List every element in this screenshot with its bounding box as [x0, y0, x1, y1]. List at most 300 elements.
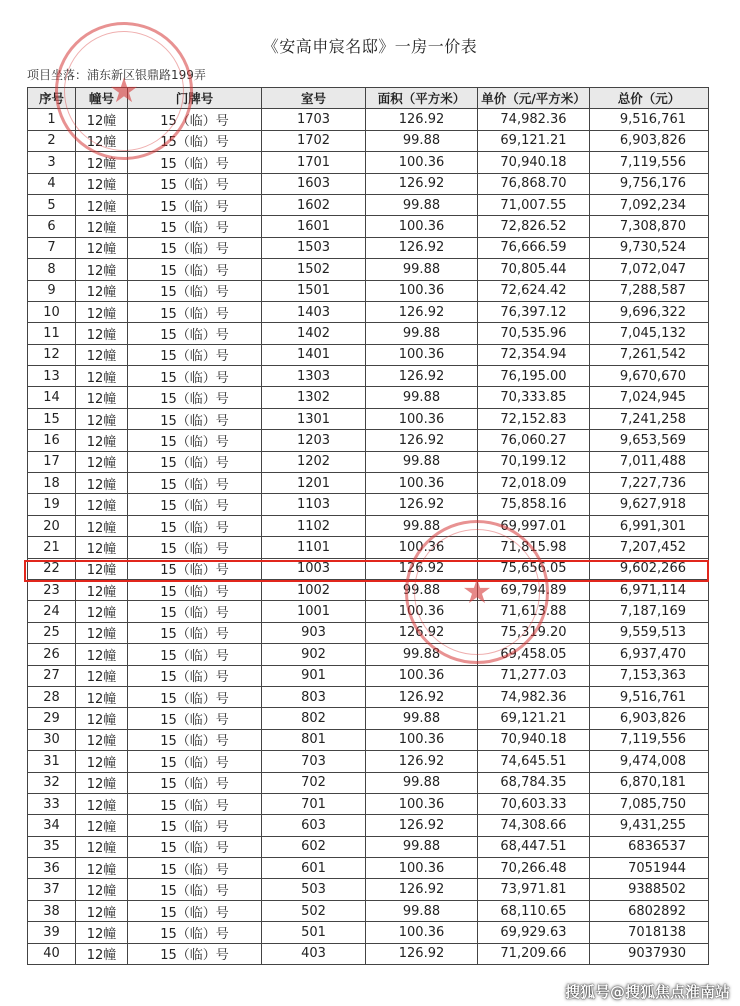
table-row: [28, 259, 709, 280]
cell-no: 27: [28, 665, 76, 686]
cell-unit-price: 72,018.09: [478, 473, 590, 494]
table-row: [28, 579, 709, 600]
star-icon: ★: [108, 71, 140, 111]
cell-building: 12幢: [76, 729, 128, 750]
cell-no: 3: [28, 152, 76, 173]
table-row: [28, 793, 709, 814]
cell-building: 12幢: [76, 430, 128, 451]
cell-unit-price: 75,656.05: [478, 558, 590, 579]
cell-door: 15（临）号: [128, 366, 262, 387]
table-row: [28, 900, 709, 921]
price-table: [27, 87, 709, 965]
cell-no: 32: [28, 772, 76, 793]
table-row: [28, 473, 709, 494]
table-row: [28, 558, 709, 579]
cell-area: 126.92: [366, 943, 478, 964]
cell-unit-price: 70,940.18: [478, 152, 590, 173]
cell-door: 15（临）号: [128, 858, 262, 879]
cell-building: 12幢: [76, 237, 128, 258]
cell-no: 31: [28, 751, 76, 772]
cell-unit-price: 74,982.36: [478, 109, 590, 130]
cell-building: 12幢: [76, 622, 128, 643]
cell-door: 15（临）号: [128, 323, 262, 344]
cell-area: 100.36: [366, 344, 478, 365]
cell-building: 12幢: [76, 558, 128, 579]
table-row: [28, 366, 709, 387]
cell-unit-price: 76,397.12: [478, 301, 590, 322]
cell-area: 126.92: [366, 558, 478, 579]
cell-no: 11: [28, 323, 76, 344]
cell-unit-price: 71,815.98: [478, 537, 590, 558]
cell-no: 17: [28, 451, 76, 472]
cell-area: 100.36: [366, 537, 478, 558]
table-row: [28, 601, 709, 622]
cell-building: 12幢: [76, 109, 128, 130]
cell-area: 99.88: [366, 836, 478, 857]
cell-room: 1401: [262, 344, 366, 365]
cell-unit-price: 69,929.63: [478, 922, 590, 943]
cell-door: 15（临）号: [128, 751, 262, 772]
cell-building: 12幢: [76, 515, 128, 536]
cell-area: 100.36: [366, 858, 478, 879]
table-row: [28, 430, 709, 451]
cell-room: 1201: [262, 473, 366, 494]
cell-building: 12幢: [76, 772, 128, 793]
cell-unit-price: 71,277.03: [478, 665, 590, 686]
cell-unit-price: 70,199.12: [478, 451, 590, 472]
table-row: [28, 280, 709, 301]
cell-door: 15（临）号: [128, 686, 262, 707]
table-row: [28, 451, 709, 472]
cell-door: 15（临）号: [128, 772, 262, 793]
cell-no: 29: [28, 708, 76, 729]
cell-room: 602: [262, 836, 366, 857]
cell-area: 100.36: [366, 280, 478, 301]
table-row: [28, 152, 709, 173]
cell-total: 9,474,008: [590, 751, 709, 772]
cell-area: 99.88: [366, 900, 478, 921]
cell-total: 7,024,945: [590, 387, 709, 408]
cell-total: 7,092,234: [590, 194, 709, 215]
cell-door: 15（临）号: [128, 537, 262, 558]
cell-unit-price: 70,333.85: [478, 387, 590, 408]
col-header-room: 室号: [262, 88, 366, 109]
cell-unit-price: 74,645.51: [478, 751, 590, 772]
table-row: [28, 323, 709, 344]
cell-unit-price: 70,940.18: [478, 729, 590, 750]
cell-unit-price: 75,319.20: [478, 622, 590, 643]
cell-unit-price: 76,666.59: [478, 237, 590, 258]
cell-room: 1103: [262, 494, 366, 515]
cell-building: 12幢: [76, 408, 128, 429]
cell-door: 15（临）号: [128, 836, 262, 857]
table-row: [28, 344, 709, 365]
cell-area: 126.92: [366, 430, 478, 451]
cell-room: 1102: [262, 515, 366, 536]
cell-room: 1101: [262, 537, 366, 558]
table-row: [28, 751, 709, 772]
cell-door: 15（临）号: [128, 301, 262, 322]
cell-unit-price: 69,458.05: [478, 644, 590, 665]
col-header-area: 面积（平方米）: [366, 88, 478, 109]
cell-area: 99.88: [366, 772, 478, 793]
cell-door: 15（临）号: [128, 408, 262, 429]
cell-total: 7,187,169: [590, 601, 709, 622]
cell-building: 12幢: [76, 259, 128, 280]
cell-unit-price: 70,805.44: [478, 259, 590, 280]
cell-room: 703: [262, 751, 366, 772]
cell-room: 1602: [262, 194, 366, 215]
cell-unit-price: 76,868.70: [478, 173, 590, 194]
cell-door: 15（临）号: [128, 152, 262, 173]
cell-building: 12幢: [76, 216, 128, 237]
cell-total: 9,653,569: [590, 430, 709, 451]
cell-unit-price: 74,308.66: [478, 815, 590, 836]
cell-total: 7051944: [590, 858, 709, 879]
cell-unit-price: 71,007.55: [478, 194, 590, 215]
col-header-door: 门牌号: [128, 88, 262, 109]
cell-door: 15（临）号: [128, 558, 262, 579]
cell-total: 9,602,266: [590, 558, 709, 579]
cell-building: 12幢: [76, 793, 128, 814]
cell-door: 15（临）号: [128, 644, 262, 665]
cell-room: 1003: [262, 558, 366, 579]
cell-total: 7018138: [590, 922, 709, 943]
cell-unit-price: 70,603.33: [478, 793, 590, 814]
cell-total: 7,288,587: [590, 280, 709, 301]
table-row: [28, 237, 709, 258]
cell-building: 12幢: [76, 751, 128, 772]
cell-unit-price: 72,354.94: [478, 344, 590, 365]
cell-area: 126.92: [366, 879, 478, 900]
cell-no: 10: [28, 301, 76, 322]
cell-total: 6,971,114: [590, 579, 709, 600]
cell-room: 503: [262, 879, 366, 900]
project-address: 项目坐落：浦东新区银鼎路199弄: [27, 68, 206, 82]
cell-unit-price: 69,794.89: [478, 579, 590, 600]
cell-door: 15（临）号: [128, 259, 262, 280]
cell-unit-price: 68,110.65: [478, 900, 590, 921]
cell-door: 15（临）号: [128, 900, 262, 921]
cell-door: 15（临）号: [128, 793, 262, 814]
cell-total: 7,261,542: [590, 344, 709, 365]
cell-no: 35: [28, 836, 76, 857]
page-title: 《安高申宸名邸》一房一价表: [262, 37, 478, 56]
cell-door: 15（临）号: [128, 130, 262, 151]
cell-total: 6,937,470: [590, 644, 709, 665]
cell-area: 100.36: [366, 729, 478, 750]
cell-door: 15（临）号: [128, 815, 262, 836]
table-header-row: [28, 88, 709, 109]
cell-building: 12幢: [76, 601, 128, 622]
cell-room: 1002: [262, 579, 366, 600]
cell-total: 6,870,181: [590, 772, 709, 793]
cell-total: 7,072,047: [590, 259, 709, 280]
cell-no: 13: [28, 366, 76, 387]
cell-room: 1301: [262, 408, 366, 429]
cell-room: 1302: [262, 387, 366, 408]
cell-total: 9037930: [590, 943, 709, 964]
cell-building: 12幢: [76, 494, 128, 515]
cell-room: 502: [262, 900, 366, 921]
cell-no: 9: [28, 280, 76, 301]
cell-building: 12幢: [76, 280, 128, 301]
table-row: [28, 130, 709, 151]
cell-no: 20: [28, 515, 76, 536]
cell-area: 99.88: [366, 515, 478, 536]
cell-door: 15（临）号: [128, 943, 262, 964]
cell-door: 15（临）号: [128, 194, 262, 215]
cell-unit-price: 72,152.83: [478, 408, 590, 429]
table-row: [28, 173, 709, 194]
table-row: [28, 665, 709, 686]
cell-no: 16: [28, 430, 76, 451]
cell-door: 15（临）号: [128, 237, 262, 258]
cell-no: 12: [28, 344, 76, 365]
cell-total: 6,903,826: [590, 708, 709, 729]
cell-no: 22: [28, 558, 76, 579]
cell-no: 34: [28, 815, 76, 836]
cell-building: 12幢: [76, 344, 128, 365]
table-row: [28, 216, 709, 237]
cell-unit-price: 70,535.96: [478, 323, 590, 344]
star-icon: ★: [461, 572, 493, 612]
cell-area: 126.92: [366, 109, 478, 130]
cell-room: 901: [262, 665, 366, 686]
cell-area: 99.88: [366, 130, 478, 151]
cell-area: 126.92: [366, 237, 478, 258]
cell-door: 15（临）号: [128, 109, 262, 130]
cell-total: 7,085,750: [590, 793, 709, 814]
cell-total: 7,308,870: [590, 216, 709, 237]
cell-area: 100.36: [366, 793, 478, 814]
cell-door: 15（临）号: [128, 344, 262, 365]
cell-door: 15（临）号: [128, 473, 262, 494]
cell-area: 99.88: [366, 259, 478, 280]
cell-area: 99.88: [366, 644, 478, 665]
cell-room: 1501: [262, 280, 366, 301]
cell-door: 15（临）号: [128, 430, 262, 451]
cell-building: 12幢: [76, 537, 128, 558]
cell-room: 1202: [262, 451, 366, 472]
cell-area: 126.92: [366, 301, 478, 322]
table-row: [28, 879, 709, 900]
cell-building: 12幢: [76, 686, 128, 707]
cell-total: 9,431,255: [590, 815, 709, 836]
cell-area: 99.88: [366, 708, 478, 729]
cell-no: 15: [28, 408, 76, 429]
cell-building: 12幢: [76, 815, 128, 836]
cell-no: 14: [28, 387, 76, 408]
table-row: [28, 858, 709, 879]
cell-no: 8: [28, 259, 76, 280]
cell-area: 100.36: [366, 922, 478, 943]
cell-building: 12幢: [76, 451, 128, 472]
cell-building: 12幢: [76, 943, 128, 964]
cell-area: 126.92: [366, 173, 478, 194]
cell-building: 12幢: [76, 387, 128, 408]
cell-area: 100.36: [366, 216, 478, 237]
table-row: [28, 109, 709, 130]
cell-room: 903: [262, 622, 366, 643]
cell-unit-price: 71,209.66: [478, 943, 590, 964]
cell-area: 100.36: [366, 152, 478, 173]
cell-unit-price: 72,624.42: [478, 280, 590, 301]
cell-building: 12幢: [76, 879, 128, 900]
cell-unit-price: 76,060.27: [478, 430, 590, 451]
cell-room: 601: [262, 858, 366, 879]
cell-room: 1203: [262, 430, 366, 451]
cell-area: 99.88: [366, 194, 478, 215]
cell-no: 25: [28, 622, 76, 643]
cell-total: 9,696,322: [590, 301, 709, 322]
cell-total: 9,756,176: [590, 173, 709, 194]
col-header-building: 幢号: [76, 88, 128, 109]
cell-room: 702: [262, 772, 366, 793]
cell-total: 7,241,258: [590, 408, 709, 429]
cell-door: 15（临）号: [128, 622, 262, 643]
cell-door: 15（临）号: [128, 601, 262, 622]
cell-total: 7,119,556: [590, 729, 709, 750]
cell-no: 6: [28, 216, 76, 237]
cell-room: 1403: [262, 301, 366, 322]
table-row: [28, 301, 709, 322]
cell-total: 7,045,132: [590, 323, 709, 344]
cell-total: 9,516,761: [590, 109, 709, 130]
cell-unit-price: 71,613.88: [478, 601, 590, 622]
cell-area: 126.92: [366, 751, 478, 772]
cell-room: 701: [262, 793, 366, 814]
cell-room: 501: [262, 922, 366, 943]
cell-room: 1503: [262, 237, 366, 258]
cell-no: 4: [28, 173, 76, 194]
cell-no: 2: [28, 130, 76, 151]
cell-door: 15（临）号: [128, 665, 262, 686]
cell-total: 7,207,452: [590, 537, 709, 558]
table-row: [28, 686, 709, 707]
cell-unit-price: 72,826.52: [478, 216, 590, 237]
cell-unit-price: 76,195.00: [478, 366, 590, 387]
cell-door: 15（临）号: [128, 708, 262, 729]
cell-total: 9388502: [590, 879, 709, 900]
table-row: [28, 194, 709, 215]
cell-building: 12幢: [76, 922, 128, 943]
cell-room: 1303: [262, 366, 366, 387]
cell-room: 802: [262, 708, 366, 729]
col-header-no: 序号: [28, 88, 76, 109]
cell-area: 100.36: [366, 665, 478, 686]
table-row: [28, 708, 709, 729]
cell-total: 9,670,670: [590, 366, 709, 387]
cell-building: 12幢: [76, 366, 128, 387]
table-row: [28, 494, 709, 515]
cell-area: 100.36: [366, 601, 478, 622]
cell-room: 902: [262, 644, 366, 665]
cell-door: 15（临）号: [128, 216, 262, 237]
cell-total: 6836537: [590, 836, 709, 857]
table-row: [28, 922, 709, 943]
cell-area: 99.88: [366, 451, 478, 472]
cell-room: 803: [262, 686, 366, 707]
table-row: [28, 622, 709, 643]
cell-building: 12幢: [76, 579, 128, 600]
table-row: [28, 537, 709, 558]
cell-no: 19: [28, 494, 76, 515]
cell-area: 126.92: [366, 815, 478, 836]
cell-unit-price: 68,784.35: [478, 772, 590, 793]
cell-building: 12幢: [76, 194, 128, 215]
cell-unit-price: 69,121.21: [478, 130, 590, 151]
cell-no: 28: [28, 686, 76, 707]
cell-building: 12幢: [76, 130, 128, 151]
cell-no: 33: [28, 793, 76, 814]
cell-area: 99.88: [366, 387, 478, 408]
table-row: [28, 836, 709, 857]
cell-no: 39: [28, 922, 76, 943]
cell-area: 99.88: [366, 323, 478, 344]
cell-total: 7,011,488: [590, 451, 709, 472]
cell-building: 12幢: [76, 708, 128, 729]
cell-door: 15（临）号: [128, 173, 262, 194]
cell-building: 12幢: [76, 323, 128, 344]
cell-unit-price: 69,121.21: [478, 708, 590, 729]
cell-no: 37: [28, 879, 76, 900]
cell-door: 15（临）号: [128, 387, 262, 408]
cell-door: 15（临）号: [128, 729, 262, 750]
cell-no: 7: [28, 237, 76, 258]
cell-unit-price: 73,971.81: [478, 879, 590, 900]
col-header-total: 总价（元）: [590, 88, 709, 109]
cell-no: 30: [28, 729, 76, 750]
cell-building: 12幢: [76, 473, 128, 494]
cell-unit-price: 74,982.36: [478, 686, 590, 707]
cell-no: 18: [28, 473, 76, 494]
cell-room: 403: [262, 943, 366, 964]
cell-no: 24: [28, 601, 76, 622]
table-row: [28, 515, 709, 536]
cell-room: 1402: [262, 323, 366, 344]
table-row: [28, 815, 709, 836]
cell-total: 9,730,524: [590, 237, 709, 258]
col-header-unit-price: 单价（元/平方米）: [478, 88, 590, 109]
cell-building: 12幢: [76, 900, 128, 921]
cell-total: 9,627,918: [590, 494, 709, 515]
cell-room: 1001: [262, 601, 366, 622]
cell-no: 40: [28, 943, 76, 964]
cell-unit-price: 68,447.51: [478, 836, 590, 857]
cell-building: 12幢: [76, 152, 128, 173]
cell-building: 12幢: [76, 858, 128, 879]
cell-building: 12幢: [76, 665, 128, 686]
cell-total: 7,153,363: [590, 665, 709, 686]
table-row: [28, 943, 709, 964]
cell-area: 100.36: [366, 408, 478, 429]
cell-area: 126.92: [366, 686, 478, 707]
cell-area: 126.92: [366, 366, 478, 387]
cell-no: 36: [28, 858, 76, 879]
cell-total: 6,991,301: [590, 515, 709, 536]
cell-door: 15（临）号: [128, 922, 262, 943]
cell-total: 7,227,736: [590, 473, 709, 494]
cell-unit-price: 70,266.48: [478, 858, 590, 879]
cell-unit-price: 69,997.01: [478, 515, 590, 536]
cell-no: 26: [28, 644, 76, 665]
cell-area: 100.36: [366, 473, 478, 494]
cell-room: 1701: [262, 152, 366, 173]
cell-no: 5: [28, 194, 76, 215]
cell-no: 23: [28, 579, 76, 600]
cell-area: 126.92: [366, 622, 478, 643]
